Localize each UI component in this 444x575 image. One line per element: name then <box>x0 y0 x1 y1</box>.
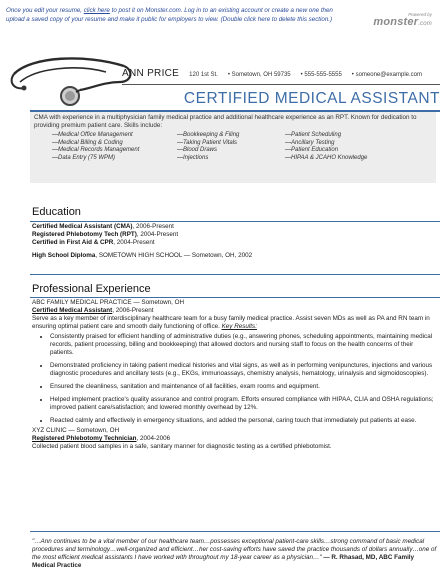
contact-bar <box>122 68 436 84</box>
email: • someone@example.com <box>351 72 423 78</box>
skill-item: —Injections <box>177 154 209 161</box>
summary-box <box>30 112 436 183</box>
credential-date: , 2004-Present <box>136 231 179 238</box>
skill-item: —Taking Patient Vitals <box>177 139 238 146</box>
credential: Certified in First Aid & CPR <box>32 239 114 246</box>
experience-divider <box>30 297 440 298</box>
summary-intro: CMA with experience in a multiphysician family medical practice and additional healthcare experience as an RPT. Known for dedication to providing premium patient care. Skills include: <box>34 114 417 129</box>
role-2: Registered Phlebotomy Technician <box>32 435 137 442</box>
banner-text <box>6 6 406 24</box>
skill-item: —Medical Records Management <box>52 147 140 154</box>
skill-item: —Bookkeeping & Filing <box>177 132 240 138</box>
credential: Registered Phlebotomy Tech (RPT) <box>32 231 137 238</box>
credential-date: , 2006-Present <box>132 223 174 230</box>
list-item: • Reacted calmly and effectively in emergency situations, and added the personal, caring touch that immediately put patients at ease. <box>50 417 437 425</box>
experience-list <box>32 299 437 451</box>
education-list <box>32 223 437 260</box>
employer-2: XYZ CLINIC — Sometown, OH <box>32 427 120 434</box>
skill-item: —Medical Office Management <box>52 132 133 138</box>
monster-logo <box>373 12 432 30</box>
employer-1: ABC FAMILY MEDICAL PRACTICE — Sometown, OH <box>32 299 185 306</box>
job-1-desc-text: Serve as a key member of interdisciplinary healthcare team for a busy family medical practice. Assist seven MDs as well as PA and RN team in ensuring optimal patient care and smooth daily functioning of office. <box>32 315 430 330</box>
role-1-dates: , 2006-Present <box>112 307 154 314</box>
skill-item: —Blood Draws <box>177 147 218 154</box>
list-item: • Demonstrated proficiency in taking patient medical histories and vital signs, as well as in performing venipunctures, injections and various diagnostic procedures and ancillary tests (e.g., EKGs, immunoassays, chemistry analysis, hematology, urinalysis and sigmoidoscopies). <box>50 362 437 378</box>
candidate-name: ANN PRICE <box>122 68 180 79</box>
skill-item: —Data Entry (75 WPM) <box>52 154 116 161</box>
powered-by-label: Powered by <box>408 12 432 17</box>
monster-banner <box>6 6 438 50</box>
monster-brand: monster <box>373 16 419 28</box>
banner-line1-a: Once you edit your resume, <box>6 7 84 14</box>
section-divider <box>30 531 440 532</box>
credential: High School Diploma <box>32 252 96 259</box>
testimonial-attribution: — R. Rhasad, MD, ABC Family Medical Practice <box>32 554 415 569</box>
credential-date: , SOMETOWN HIGH SCHOOL — Sometown, OH, 2002 <box>95 252 253 259</box>
education-divider <box>30 221 440 222</box>
testimonial <box>32 538 437 570</box>
job-title: CERTIFIED MEDICAL ASSISTANT <box>183 90 440 107</box>
list-item: • Consistently praised for efficient handling of administrative duties (e.g., answering phones, scheduling appointments, maintaining medical records, patient processing, billing and bookkeeping) that allowed doctors and nursing staff to focus on the health concerns of their patients. <box>50 333 437 357</box>
skill-item: —Ancillary Testing <box>285 139 335 146</box>
skill-item: —HIPAA & JCAHO Knowledge <box>285 154 368 161</box>
list-item: • Helped implement practice's quality assurance and control program. Efforts ensured compliance with HIPAA, CLIA and OSHA regulations; improved patient care/satisfaction; and lowered monthly overhead by 12%. <box>50 396 437 412</box>
skill-item: —Patient Scheduling <box>285 132 342 138</box>
list-item: • Ensured the cleanliness, sanitation and maintenance of all facilities, exam rooms and equipment. <box>50 383 437 391</box>
skills-grid <box>52 132 434 162</box>
education-item <box>32 252 437 260</box>
key-results-label: Key Results: <box>221 323 257 330</box>
education-heading: Education <box>32 206 81 218</box>
job-1-description <box>32 315 437 331</box>
role-2-dates: , 2004-2006 <box>136 435 171 442</box>
education-item <box>32 239 437 247</box>
banner-line2: upload a saved copy of your resume and make it public for employers to view. (Double click here to delete this section.) <box>6 16 333 24</box>
education-item <box>32 223 437 231</box>
credential: Certified Medical Assistant (CMA) <box>32 223 133 230</box>
address: 120 1st St. <box>189 72 218 78</box>
monster-brand-suffix: .com <box>418 21 432 27</box>
stethoscope-icon <box>6 52 136 112</box>
banner-line1-b: to post it on Monster.com. Log in to an existing account or create a new one then <box>109 7 333 14</box>
click-here-link[interactable]: click here <box>83 7 110 14</box>
job-1-bullets <box>32 333 437 425</box>
skill-item: —Patient Education <box>285 147 339 154</box>
experience-heading: Professional Experience <box>32 283 151 295</box>
credential-date: , 2004-Present <box>113 239 155 246</box>
city-state: • Sometown, OH 59735 <box>227 72 291 78</box>
role-1: Certified Medical Assistant <box>32 307 113 314</box>
section-divider <box>30 274 440 275</box>
testimonial-text: "…Ann continues to be a vital member of our healthcare team…possesses exceptional patient-care skills…strong command of basic medical procedures and terminology…well-organized and efficient…her cost-saving efforts have saved the practice thousands of dollars annually…one of the most efficient medical assistants I have worked with throughout my 18-year career as a physician…" <box>32 538 437 561</box>
skill-item: —Medical Billing & Coding <box>52 139 123 146</box>
phone: • 555-555-5555 <box>300 72 342 78</box>
header-divider <box>122 84 440 85</box>
education-item <box>32 231 437 239</box>
job-2-description: Collected patient blood samples in a safe, sanitary manner for diagnostic testing as a certified phlebotomist. <box>32 443 332 450</box>
